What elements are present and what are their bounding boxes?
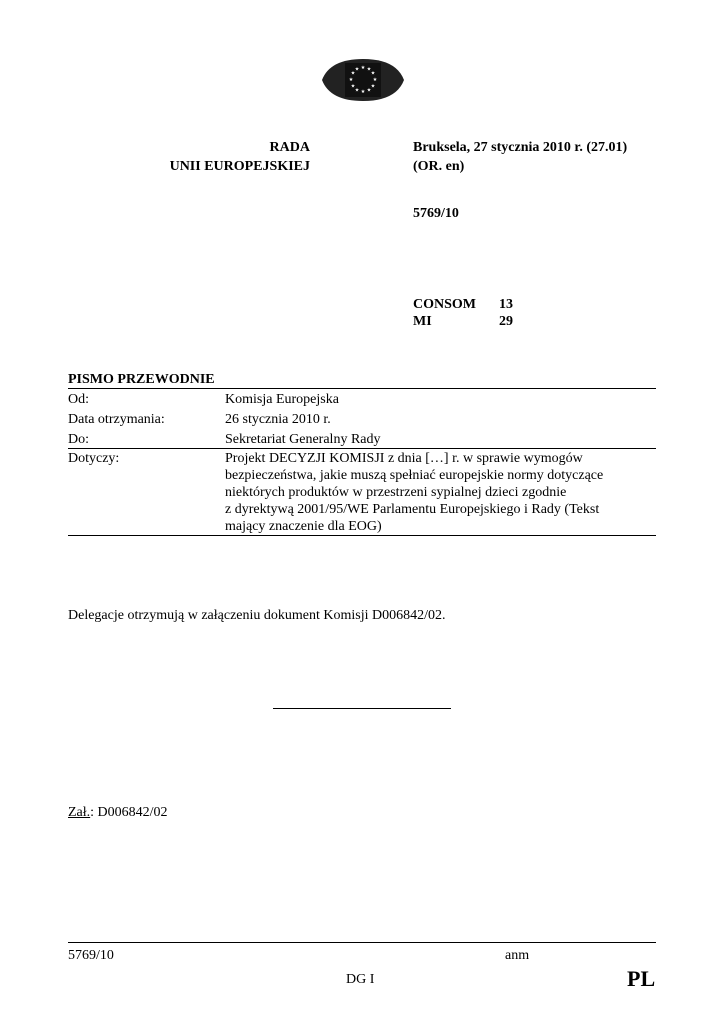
from-value: Komisja Europejska <box>225 392 339 407</box>
to-value: Sekretariat Generalny Rady <box>225 432 381 447</box>
svg-text:★: ★ <box>370 83 376 90</box>
divider <box>68 448 656 449</box>
svg-text:★: ★ <box>354 66 360 73</box>
svg-text:★: ★ <box>354 87 360 94</box>
code-row <box>413 296 513 313</box>
attachment-value: : D006842/02 <box>90 805 168 820</box>
footer-dg: DG I <box>346 972 375 987</box>
svg-text:★: ★ <box>350 83 356 90</box>
code-row <box>413 313 513 330</box>
date-received-label: Data otrzymania: <box>68 412 165 427</box>
code-number: 13 <box>499 297 513 312</box>
divider <box>68 535 656 536</box>
meta-row-to <box>68 431 656 448</box>
subject-line: niektórych produktów w przestrzeni sypialnej dzieci zgodnie <box>225 485 567 500</box>
divider <box>68 388 656 389</box>
footer-doc-number: 5769/10 <box>68 948 114 963</box>
svg-text:★: ★ <box>366 66 372 73</box>
body-paragraph: Delegacje otrzymują w załączeniu dokument Komisji D006842/02. <box>68 608 446 623</box>
code-name: MI <box>413 314 432 329</box>
council-line-2: UNII EUROPEJSKIEJ <box>169 159 310 174</box>
separator-line <box>273 708 451 709</box>
to-label: Do: <box>68 432 89 447</box>
svg-text:★: ★ <box>348 77 354 83</box>
transmittal-title: PISMO PRZEWODNIE <box>68 372 215 387</box>
council-logo <box>318 55 408 105</box>
from-label: Od: <box>68 392 89 407</box>
meta-row-subject <box>68 450 656 535</box>
svg-text:★: ★ <box>370 70 376 77</box>
document-number: 5769/10 <box>413 206 459 221</box>
footer-language: PL <box>627 966 656 991</box>
subject-line: Projekt DECYZJI KOMISJI z dnia […] r. w sprawie wymogów <box>225 451 583 466</box>
code-number: 29 <box>499 314 513 329</box>
code-name: CONSOM <box>413 297 476 312</box>
subject-value <box>225 450 656 535</box>
attachment-label: Zał. <box>68 805 91 820</box>
svg-text:★: ★ <box>360 65 366 71</box>
svg-text:★: ★ <box>366 87 372 94</box>
subject-label: Dotyczy: <box>68 451 120 466</box>
footer-divider <box>68 942 656 943</box>
footer-initials: anm <box>505 948 530 963</box>
dateline <box>413 138 627 176</box>
subject-line: z dyrektywą 2001/95/WE Parlamentu Europejskiego i Rady (Tekst <box>225 502 600 517</box>
date-location: Bruksela, 27 stycznia 2010 r. (27.01) <box>413 140 628 155</box>
date-received-value: 26 stycznia 2010 r. <box>225 412 331 427</box>
subject-line: mający znaczenie dla EOG) <box>225 519 382 534</box>
svg-text:★: ★ <box>360 89 366 95</box>
attachment-note <box>68 804 168 821</box>
council-line-1: RADA <box>269 140 310 155</box>
meta-row-from <box>68 391 656 408</box>
meta-row-date <box>68 411 656 428</box>
svg-text:★: ★ <box>372 77 378 83</box>
original-language: (OR. en) <box>413 159 465 174</box>
subject-line: bezpieczeństwa, jakie muszą spełniać europejskie normy dotyczące <box>225 468 604 483</box>
svg-text:★: ★ <box>350 70 356 77</box>
council-name <box>150 138 310 176</box>
classification-codes <box>413 296 513 330</box>
